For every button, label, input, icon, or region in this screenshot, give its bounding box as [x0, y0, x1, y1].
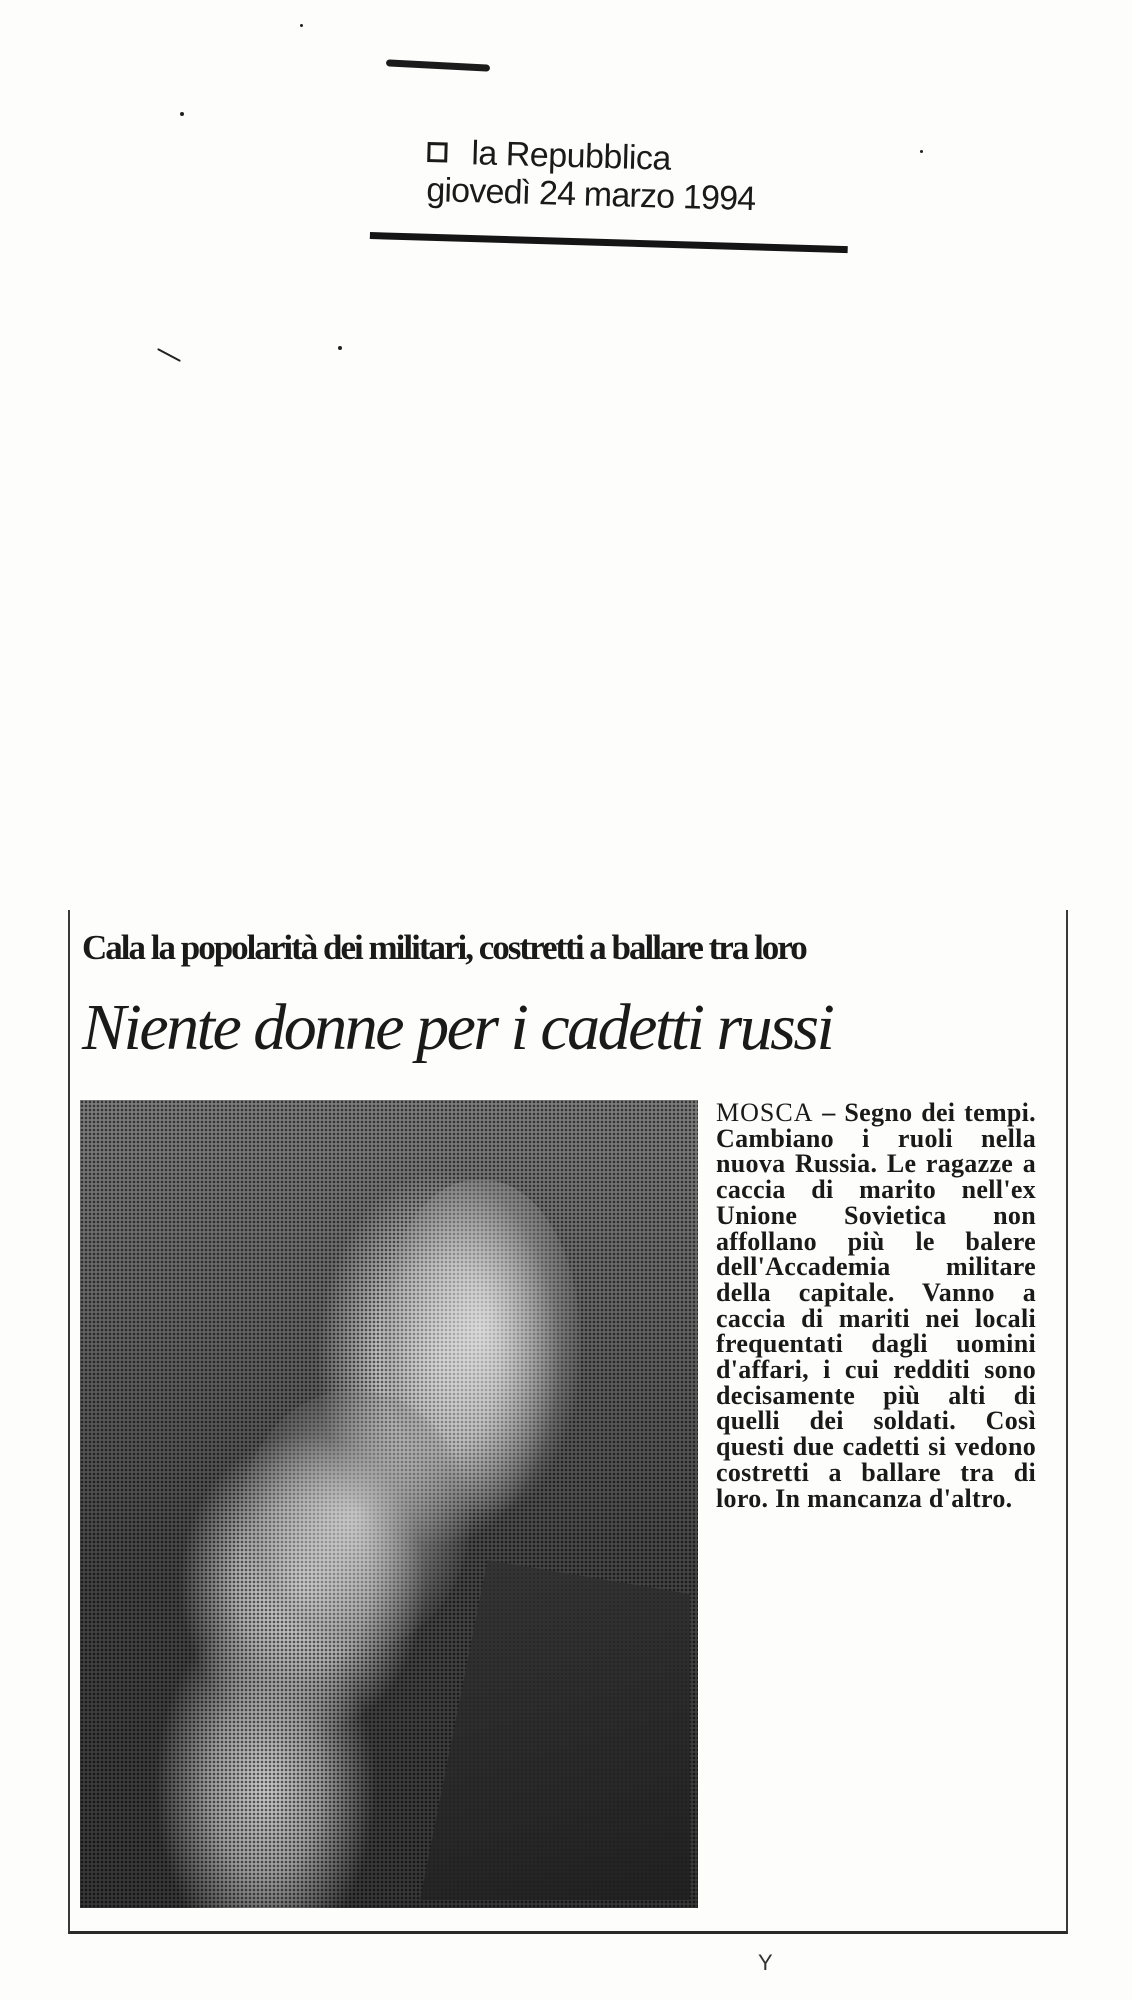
article-kicker: Cala la popolarità dei militari, costretti a ballare tra loro — [82, 928, 806, 967]
article-body-text: – Segno dei tempi. Cambiano i ruoli nella nuova Russia. Le ragazze a caccia di marito nell'ex Unione Sovietica non affollano più le balere dell'Accademia militare della capitale. Vanno a caccia di mariti nei locali frequentati dagli uomini d'affari, i cui redditi sono decisamente più alti di quelli dei soldati. Così questi due cadetti si vedono costretti a ballare tra di loro. In mancanza d'altro. — [716, 1098, 1036, 1513]
article-dateline: MOSCA — [716, 1098, 814, 1127]
scan-speck — [157, 348, 181, 362]
publication-date: giovedì 24 marzo 1994 — [425, 170, 756, 219]
scan-speck — [338, 346, 342, 350]
scan-speck — [920, 150, 923, 153]
masthead-rule — [370, 232, 848, 253]
photo-figure-cadet — [240, 1390, 470, 1650]
article-body — [716, 1100, 1036, 1511]
article-headline: Niente donne per i cadetti russi — [82, 991, 833, 1064]
newspaper-name: la Repubblica — [470, 134, 672, 178]
scan-speck — [300, 24, 303, 27]
scan-speck — [180, 112, 184, 116]
masthead — [426, 132, 868, 222]
bottom-pen-mark: Y — [758, 1950, 773, 1975]
top-pen-mark — [386, 59, 490, 71]
square-bullet-icon — [427, 142, 448, 163]
